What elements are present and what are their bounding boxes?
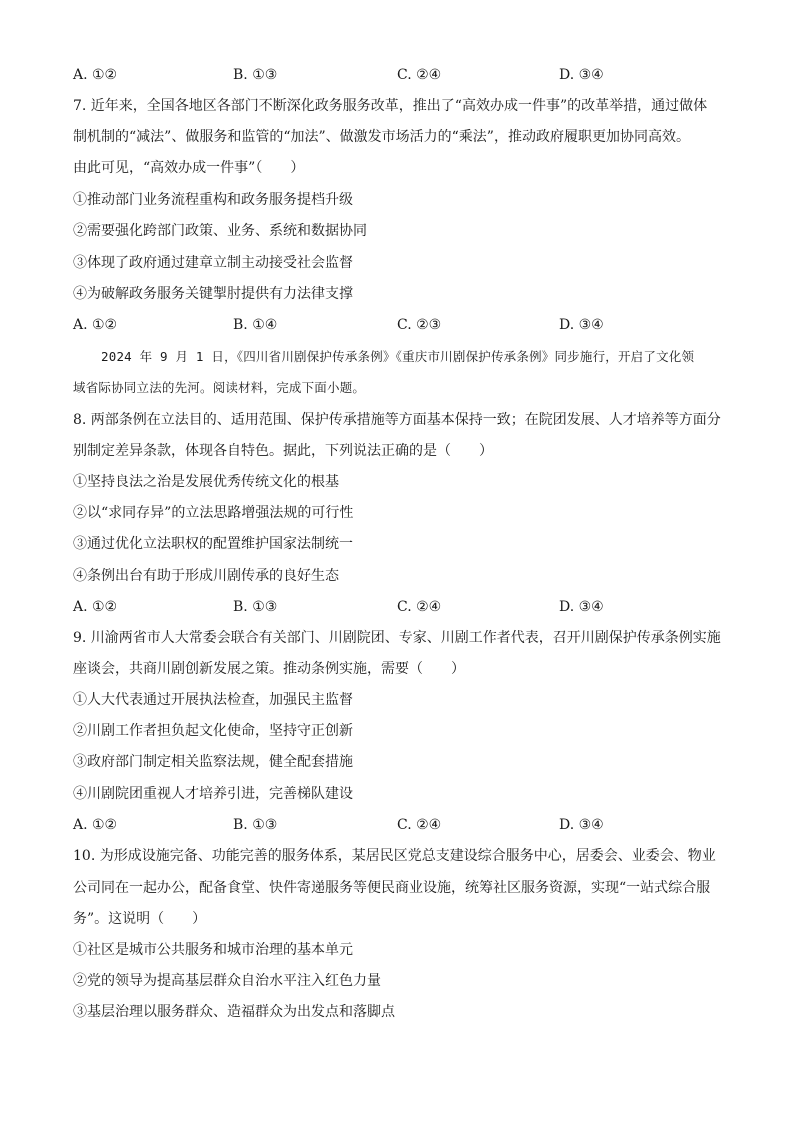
q6-option-a[interactable]: A. ①② bbox=[73, 67, 118, 83]
q7-options bbox=[73, 315, 723, 335]
q10-stem-line-3: 务”。这说明（ ） bbox=[73, 911, 207, 927]
q7-stem-line-1: 7. 近年来，全国各地区各部门不断深化政务服务改革，推出了“高效办成一件事”的改革举措，通过做体 bbox=[73, 98, 708, 114]
q7-option-a[interactable]: A. ①② bbox=[73, 317, 118, 333]
q7-stem-line-2: 制机制的“减法”、做服务和监管的“加法”、做激发市场活力的“乘法”，推动政府履职更加协同高效。 bbox=[73, 129, 690, 145]
q6-option-c[interactable]: C. ②④ bbox=[397, 67, 442, 83]
q10-item-3: ③基层治理以服务群众、造福群众为出发点和落脚点 bbox=[73, 1004, 395, 1020]
q6-option-d[interactable]: D. ③④ bbox=[559, 67, 604, 83]
q7-option-b[interactable]: B. ①④ bbox=[233, 317, 278, 333]
q9-option-a[interactable]: A. ①② bbox=[73, 817, 118, 833]
q8-stem-line-2: 别制定差异条款，体现各自特色。据此，下列说法正确的是（ ） bbox=[73, 443, 493, 459]
material-line-2: 域省际协同立法的先河。阅读材料，完成下面小题。 bbox=[73, 380, 366, 395]
q10-item-2: ②党的领导为提高基层群众自治水平注入红色力量 bbox=[73, 973, 381, 989]
q7-item-1: ①推动部门业务流程重构和政务服务提档升级 bbox=[73, 192, 353, 208]
q8-option-b[interactable]: B. ①③ bbox=[233, 599, 278, 615]
q8-stem-line-1: 8. 两部条例在立法目的、适用范围、保护传承措施等方面基本保持一致；在院团发展、人才培养等方面分 bbox=[73, 412, 721, 428]
material-line-1: 2024 年 9 月 1 日，《四川省川剧保护传承条例》《重庆市川剧保护传承条例》同步施行，开启了文化领 bbox=[101, 349, 695, 364]
q8-item-1: ①坚持良法之治是发展优秀传统文化的根基 bbox=[73, 474, 339, 490]
q10-stem-line-1: 10. 为形成设施完备、功能完善的服务体系，某居民区党总支建设综合服务中心，居委会、业委会、物业 bbox=[73, 848, 716, 864]
q8-option-c[interactable]: C. ②④ bbox=[397, 599, 442, 615]
q7-option-d[interactable]: D. ③④ bbox=[559, 317, 604, 333]
q9-option-d[interactable]: D. ③④ bbox=[559, 817, 604, 833]
q8-item-3: ③通过优化立法职权的配置维护国家法制统一 bbox=[73, 536, 353, 552]
q8-options bbox=[73, 597, 723, 617]
q9-option-c[interactable]: C. ②④ bbox=[397, 817, 442, 833]
q6-options bbox=[73, 65, 723, 85]
q9-option-b[interactable]: B. ①③ bbox=[233, 817, 278, 833]
q10-stem-line-2: 公司同在一起办公，配备食堂、快件寄递服务等便民商业设施，统筹社区服务资源，实现“一站式综合服 bbox=[73, 880, 711, 896]
q9-item-4: ④川剧院团重视人才培养引进，完善梯队建设 bbox=[73, 786, 353, 802]
q6-option-b[interactable]: B. ①③ bbox=[233, 67, 278, 83]
q10-item-1: ①社区是城市公共服务和城市治理的基本单元 bbox=[73, 942, 353, 958]
q7-item-2: ②需要强化跨部门政策、业务、系统和数据协同 bbox=[73, 223, 367, 239]
q8-option-a[interactable]: A. ①② bbox=[73, 599, 118, 615]
q7-option-c[interactable]: C. ②③ bbox=[397, 317, 442, 333]
q9-item-1: ①人大代表通过开展执法检查，加强民主监督 bbox=[73, 692, 353, 708]
q9-options bbox=[73, 815, 723, 835]
q8-option-d[interactable]: D. ③④ bbox=[559, 599, 604, 615]
q8-item-2: ②以“求同存异”的立法思路增强法规的可行性 bbox=[73, 505, 354, 521]
q9-item-2: ②川剧工作者担负起文化使命，坚持守正创新 bbox=[73, 723, 353, 739]
q7-stem-line-3: 由此可见，“高效办成一件事”（ ） bbox=[73, 160, 305, 176]
q9-stem-line-1: 9. 川渝两省市人大常委会联合有关部门、川剧院团、专家、川剧工作者代表，召开川剧保护传承条例实施 bbox=[73, 630, 721, 646]
q9-stem-line-2: 座谈会，共商川剧创新发展之策。推动条例实施，需要（ ） bbox=[73, 661, 465, 677]
q7-item-4: ④为破解政务服务关键掣肘提供有力法律支撑 bbox=[73, 286, 353, 302]
q8-item-4: ④条例出台有助于形成川剧传承的良好生态 bbox=[73, 568, 339, 584]
q7-item-3: ③体现了政府通过建章立制主动接受社会监督 bbox=[73, 255, 353, 271]
q9-item-3: ③政府部门制定相关监察法规，健全配套措施 bbox=[73, 754, 353, 770]
